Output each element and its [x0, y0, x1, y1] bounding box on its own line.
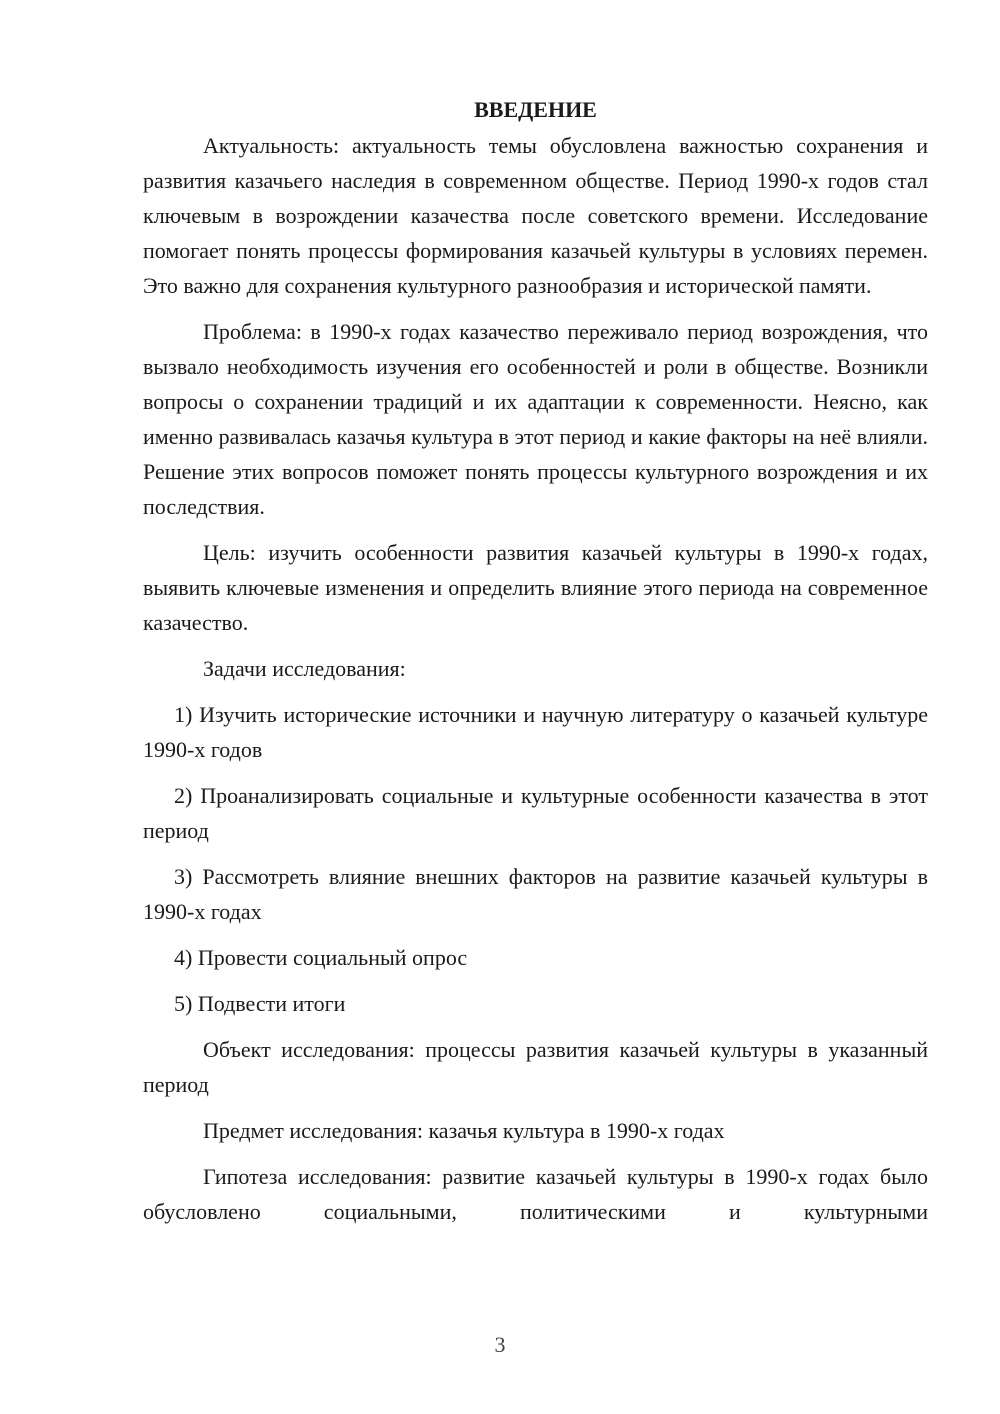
task-item-1: 1) Изучить исторические источники и научную литературу о казачьей культуре 1990-х годов [143, 702, 928, 762]
problem-paragraph: Проблема: в 1990-х годах казачество переживало период возрождения, что вызвало необходимость изучения его особенностей и роли в обществе. Возникли вопросы о сохранении традиций и их адаптации к современности. Неясно, как именно развивалась казачья культура в этот период и какие факторы на неё влияли. Решение этих вопросов поможет понять процессы культурного возрождения и их последствия. [143, 319, 928, 519]
goal-paragraph: Цель: изучить особенности развития казачьей культуры в 1990-х годах, выявить ключевые изменения и определить влияние этого периода на современное казачество. [143, 540, 928, 635]
task-item-2: 2) Проанализировать социальные и культурные особенности казачества в этот период [143, 783, 928, 843]
hypothesis-paragraph: Гипотеза исследования: развитие казачьей культуры в 1990-х годах было обусловлено социальными, политическими и культурными [143, 1164, 928, 1224]
task-item-3: 3) Рассмотреть влияние внешних факторов на развитие казачьей культуры в 1990-х годах [143, 864, 928, 924]
document-page [143, 92, 928, 1229]
page-number: 3 [494, 1332, 506, 1357]
tasks-heading: Задачи исследования: [203, 656, 406, 681]
task-item-5: 5) Подвести итоги [174, 991, 346, 1016]
object-paragraph: Объект исследования: процессы развития казачьей культуры в указанный период [143, 1037, 928, 1097]
relevance-paragraph: Актуальность: актуальность темы обусловлена важностью сохранения и развития казачьего наследия в современном обществе. Период 1990-х годов стал ключевым в возрождении казачества после советского времени. Исследование помогает понять процессы формирования казачьей культуры в условиях перемен. Это важно для сохранения культурного разнообразия и исторической памяти. [143, 133, 928, 298]
subject-paragraph: Предмет исследования: казачья культура в 1990-х годах [203, 1118, 725, 1143]
task-item-4: 4) Провести социальный опрос [174, 945, 468, 970]
section-heading: ВВЕДЕНИЕ [474, 97, 597, 122]
